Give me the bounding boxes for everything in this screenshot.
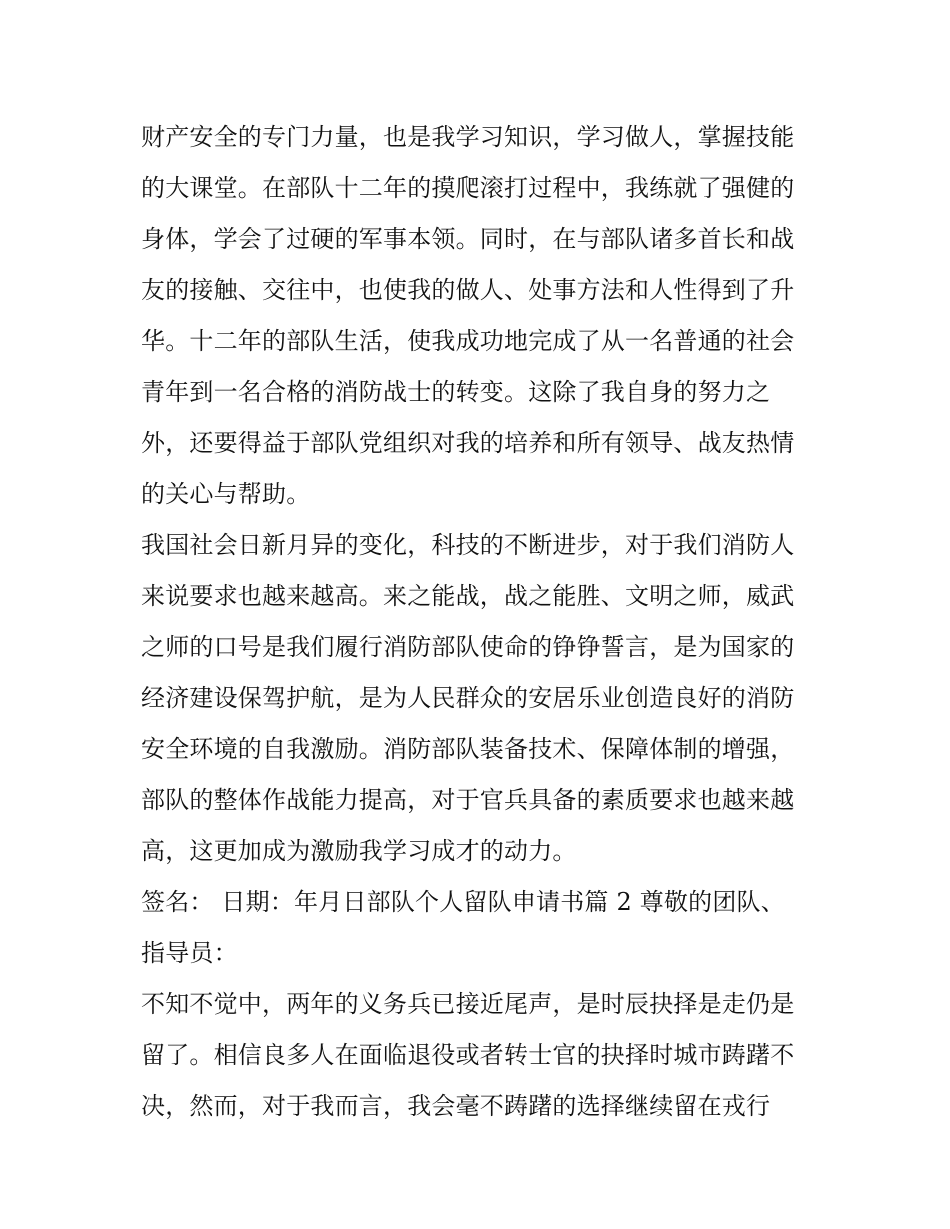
text-line: 身体，学会了过硬的军事本领。同时，在与部队诸多首长和战 — [141, 225, 795, 253]
text-line: 高，这更加成为激励我学习成才的动力。 — [141, 837, 577, 865]
paragraph-service-gratitude — [141, 112, 821, 520]
text-line: 安全环境的自我激励。消防部队装备技术、保障体制的增强， — [141, 735, 795, 763]
document-page — [141, 112, 821, 1132]
text-line: 的大课堂。在部队十二年的摸爬滚打过程中，我练就了强健的 — [141, 174, 795, 202]
text-line: 经济建设保驾护航，是为人民群众的安居乐业创造良好的消防 — [141, 684, 795, 712]
text-line: 外，还要得益于部队党组织对我的培养和所有领导、战友热情 — [141, 429, 795, 457]
text-line: 财产安全的专门力量，也是我学习知识，学习做人，掌握技能 — [141, 123, 795, 151]
text-line: 青年到一名合格的消防战士的转变。这除了我自身的努力之 — [141, 378, 771, 406]
text-line: 留了。相信良多人在面临退役或者转士官的抉择时城市踌躇不 — [141, 1041, 795, 1069]
text-line: 的关心与帮助。 — [141, 480, 311, 508]
text-line: 之师的口号是我们履行消防部队使命的铮铮誓言，是为国家的 — [141, 633, 795, 661]
text-line: 决，然而，对于我而言，我会毫不踌躇的选择继续留在戎行 — [141, 1092, 771, 1120]
text-line: 来说要求也越来越高。来之能战，战之能胜、文明之师，威武 — [141, 582, 795, 610]
paragraph-signature-and-heading — [141, 877, 821, 979]
text-line: 友的接触、交往中，也使我的做人、处事方法和人性得到了升 — [141, 276, 795, 304]
paragraph-social-progress — [141, 520, 821, 877]
paragraph-reenlistment-decision — [141, 979, 821, 1132]
text-line: 部队的整体作战能力提高，对于官兵具备的素质要求也越来越 — [141, 786, 795, 814]
signature-date-line: 签名： 日期：年月日部队个人留队申请书篇 2 尊敬的团队、 — [141, 888, 785, 916]
text-line: 不知不觉中，两年的义务兵已接近尾声，是时辰抉择是走仍是 — [141, 990, 795, 1018]
salutation-line: 指导员： — [141, 939, 238, 967]
text-line: 我国社会日新月异的变化，科技的不断进步，对于我们消防人 — [141, 531, 795, 559]
text-line: 华。十二年的部队生活，使我成功地完成了从一名普通的社会 — [141, 327, 795, 355]
